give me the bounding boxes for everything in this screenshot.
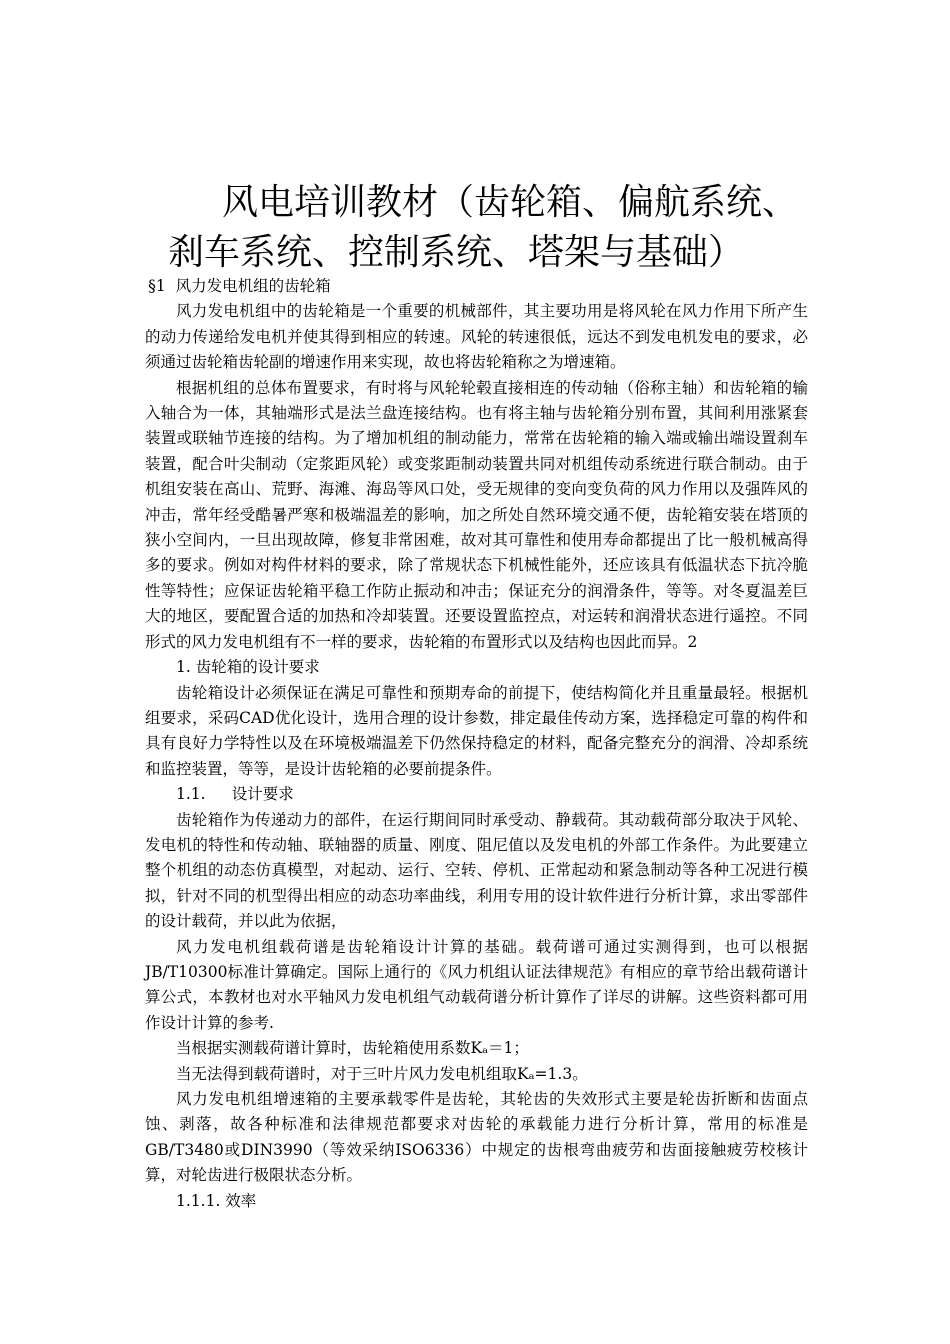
document-title-line-2: 刹车系统、控制系统、塔架与基础）	[168, 232, 745, 273]
heading-1-1-1: 1.1.1. 效率	[176, 1191, 257, 1210]
document-title-line-1: 风电培训教材（齿轮箱、偏航系统、	[222, 182, 799, 223]
heading-1-1-number: 1.1.	[176, 785, 206, 804]
heading-design-requirements: 1. 齿轮箱的设计要求	[176, 658, 320, 677]
paragraph-ka-measured: 当根据实测载荷谱计算时，齿轮箱使用系数Kₐ＝1；	[176, 1039, 529, 1058]
section-label: §1	[148, 277, 166, 295]
heading-1-1-text: 设计要求	[231, 785, 294, 804]
paragraph-gear-failure: 风力发电机组增速箱的主要承载零件是齿轮，其轮齿的失效形式主要是轮齿折断和齿面点蚀、剥落，故各种标准和法律规范都要求对齿轮的承载能力进行分析计算，常用的标准是GB/T3480或DIN3990（等效采纳ISO6336）中规定的齿根弯曲疲劳和齿面接触疲劳校核计算，对轮齿进行极限状态分析。	[145, 1090, 808, 1185]
paragraph-layout: 根据机组的总体布置要求，有时将与风轮轮毂直接相连的传动轴（俗称主轴）和齿轮箱的输入轴合为一体，其轴端形式是法兰盘连接结构。也有将主轴与齿轮箱分别布置，其间利用涨紧套装置或联轴节连接的结构。为了增加机组的制动能力，常常在齿轮箱的输入端或输出端设置刹车装置，配合叶尖制动（定浆距风轮）或变浆距制动装置共同对机组传动系统进行联合制动。由于机组安装在高山、荒野、海滩、海岛等风口处，受无规律的变向变负荷的风力作用以及强阵风的冲击，常年经受酷暑严寒和极端温差的影响，加之所处自然环境交通不便，齿轮箱安装在塔顶的狭小空间内，一旦出现故障，修复非常困难，故对其可靠性和使用寿命都提出了比一般机械高得多的要求。例如对构件材料的要求，除了常规状态下机械性能外，还应该具有低温状态下抗冷脆性等特性；应保证齿轮箱平稳工作防止振动和冲击；保证充分的润滑条件，等等。对冬夏温差巨大的地区，要配置合适的加热和冷却装置。还要设置监控点，对运转和润滑状态进行遥控。不同形式的风力发电机组有不一样的要求，齿轮箱的布置形式以及结构也因此而异。2	[145, 378, 808, 651]
paragraph-intro: 风力发电机组中的齿轮箱是一个重要的机械部件，其主要功用是将风轮在风力作用下所产生的动力传递给发电机并使其得到相应的转速。风轮的转速很低，远达不到发电机发电的要求，必须通过齿轮箱齿轮副的增速作用来实现，故也将齿轮箱称之为增速箱。	[145, 302, 808, 372]
document-body	[145, 274, 808, 1214]
paragraph-ka-estimated: 当无法得到载荷谱时，对于三叶片风力发电机组取Kₐ=1.3。	[176, 1064, 588, 1083]
heading-1-1	[145, 782, 808, 807]
paragraph-load-spectrum: 风力发电机组载荷谱是齿轮箱设计计算的基础。载荷谱可通过实测得到，也可以根据JB/T10300标准计算确定。国际上通行的《风力机组认证法律规范》有相应的章节给出载荷谱计算公式，本教材也对水平轴风力发电机组气动载荷谱分析计算作了详尽的讲解。这些资料都可用作设计计算的参考.	[145, 937, 808, 1032]
paragraph-design-premise: 齿轮箱设计必须保证在满足可靠性和预期寿命的前提下，使结构简化并且重量最轻。根据机组要求，采码CAD优化设计，选用合理的设计参数，排定最佳传动方案，选择稳定可靠的构件和具有良好力学特性以及在环境极端温差下仍然保持稳定的材料，配备完整充分的润滑、冷却系统和监控装置，等等，是设计齿轮箱的必要前提条件。	[145, 683, 808, 778]
section-heading	[145, 274, 808, 299]
section-title: 风力发电机组的齿轮箱	[175, 277, 331, 295]
paragraph-loads: 齿轮箱作为传递动力的部件，在运行期间同时承受动、静载荷。其动载荷部分取决于风轮、发电机的特性和传动轴、联轴器的质量、刚度、阻尼值以及发电机的外部工作条件。为此要建立整个机组的动态仿真模型，对起动、运行、空转、停机、正常起动和紧急制动等各种工况进行模拟，针对不同的机型得出相应的动态功率曲线，利用专用的设计软件进行分析计算，求出零部件的设计载荷，并以此为依据，	[145, 810, 808, 931]
